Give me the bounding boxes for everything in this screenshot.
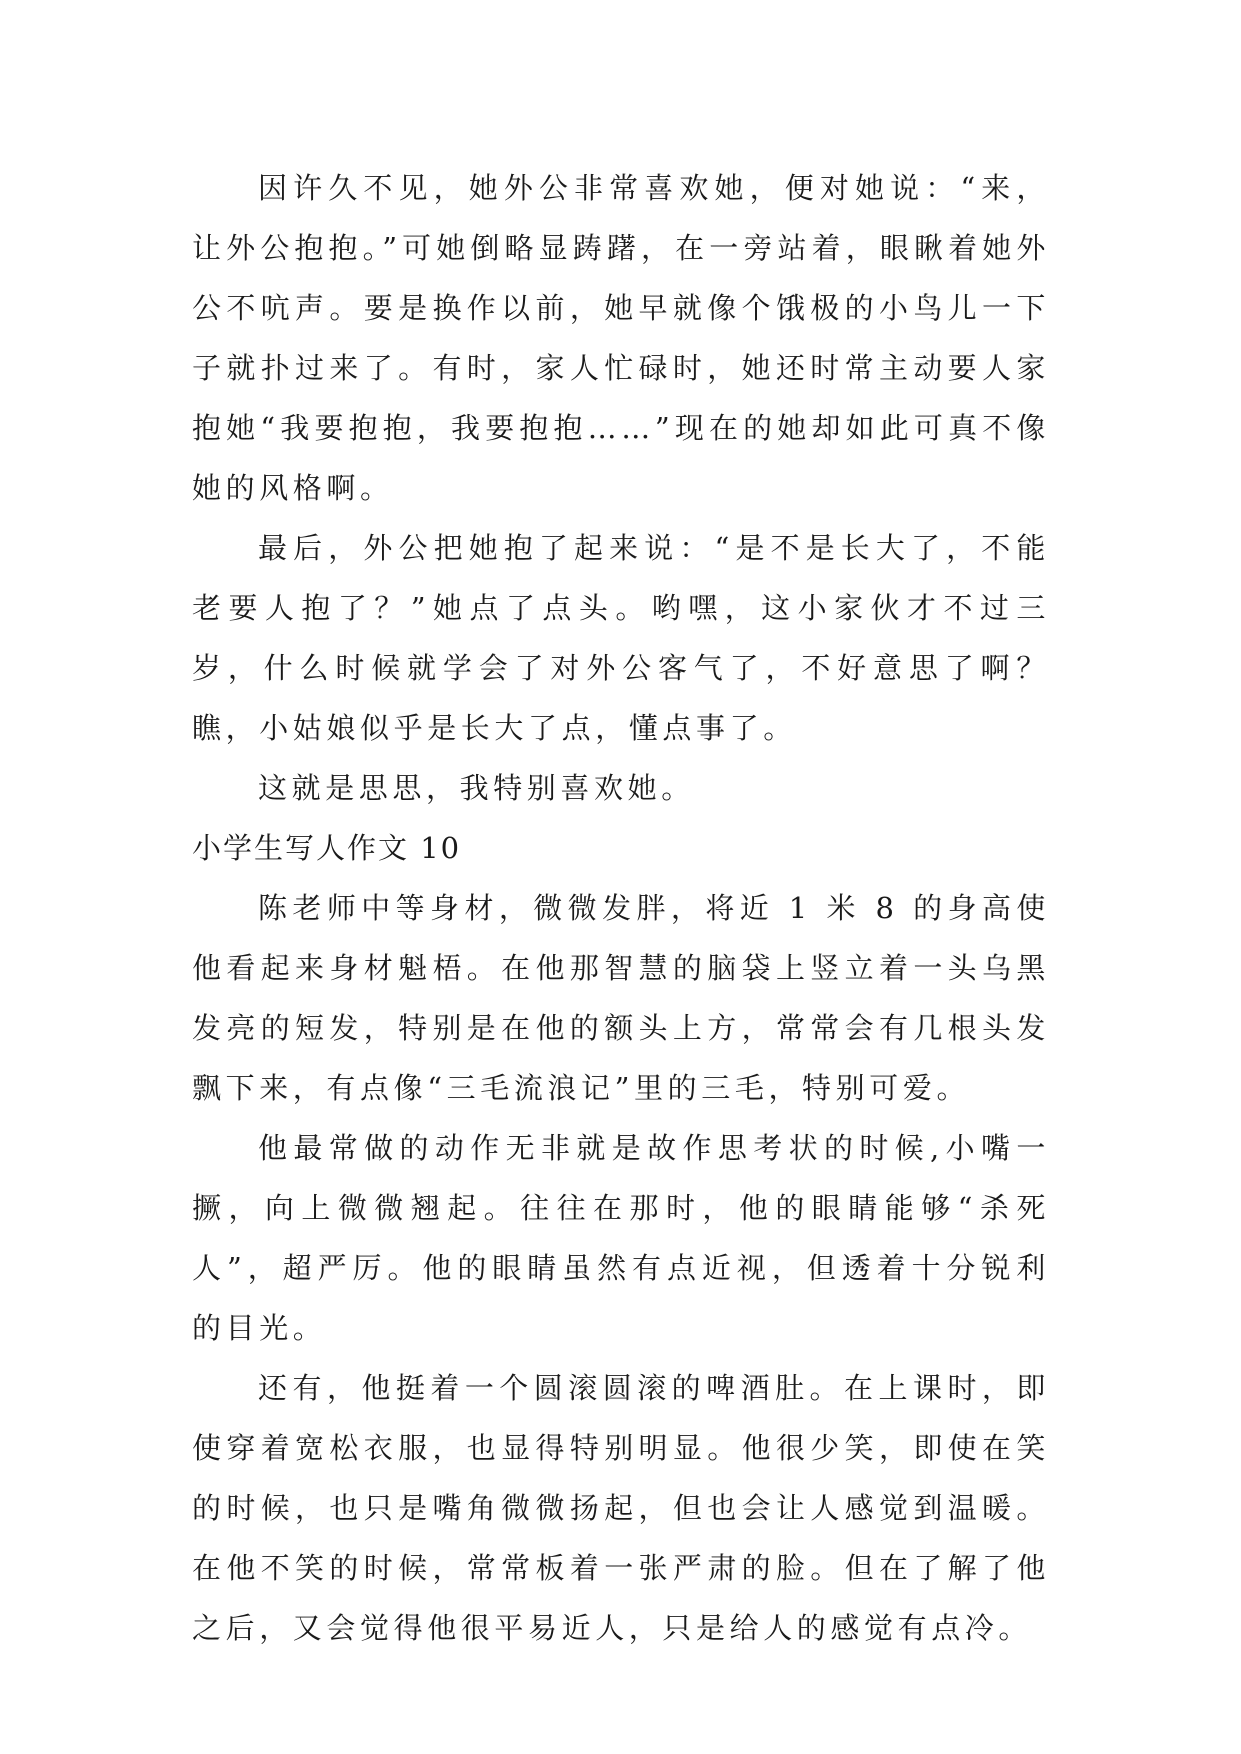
paragraph-sisi-conclusion: 这就是思思，我特别喜欢她。 <box>258 771 695 805</box>
paragraph-grandpa-hug: 因许久不见，她外公非常喜欢她，便对她说：“来，让外公抱抱。”可她倒略显踌躇，在一旁站着，眼瞅着她外公不吭声。要是换作以前，她早就像个饿极的小鸟儿一下子就扑过来了。有时，家人忙碌时，她还时常主动要人家抱她“我要抱抱，我要抱抱……”现在的她却如此可真不像她的风格啊。 <box>192 171 1050 505</box>
section-title: 小学生写人作文 10 <box>192 831 462 865</box>
paragraph-grew-up: 最后，外公把她抱了起来说：“是不是长大了，不能老要人抱了？”她点了点头。哟嘿，这小家伙才不过三岁，什么时候就学会了对外公客气了，不好意思了啊？瞧，小姑娘似乎是长大了点，懂点事了。 <box>192 531 1050 745</box>
paragraph-teacher-expression: 他最常做的动作无非就是故作思考状的时候,小嘴一撅，向上微微翘起。往往在那时，他的眼睛能够“杀死人”，超严厉。他的眼睛虽然有点近视，但透着十分锐利的目光。 <box>192 1131 1050 1345</box>
paragraph-teacher-appearance: 陈老师中等身材，微微发胖，将近 1 米 8 的身高使他看起来身材魁梧。在他那智慧的脑袋上竖立着一头乌黑发亮的短发，特别是在他的额头上方，常常会有几根头发飘下来，有点像“三毛流浪记”里的三毛，特别可爱。 <box>192 891 1050 1105</box>
paragraph-teacher-personality: 还有，他挺着一个圆滚圆滚的啤酒肚。在上课时，即使穿着宽松衣服，也显得特别明显。他很少笑，即使在笑的时候，也只是嘴角微微扬起，但也会让人感觉到温暖。在他不笑的时候，常常板着一张严肃的脸。但在了解了他之后，又会觉得他很平易近人，只是给人的感觉有点冷。 <box>192 1371 1050 1645</box>
document-page <box>192 158 1050 1658</box>
